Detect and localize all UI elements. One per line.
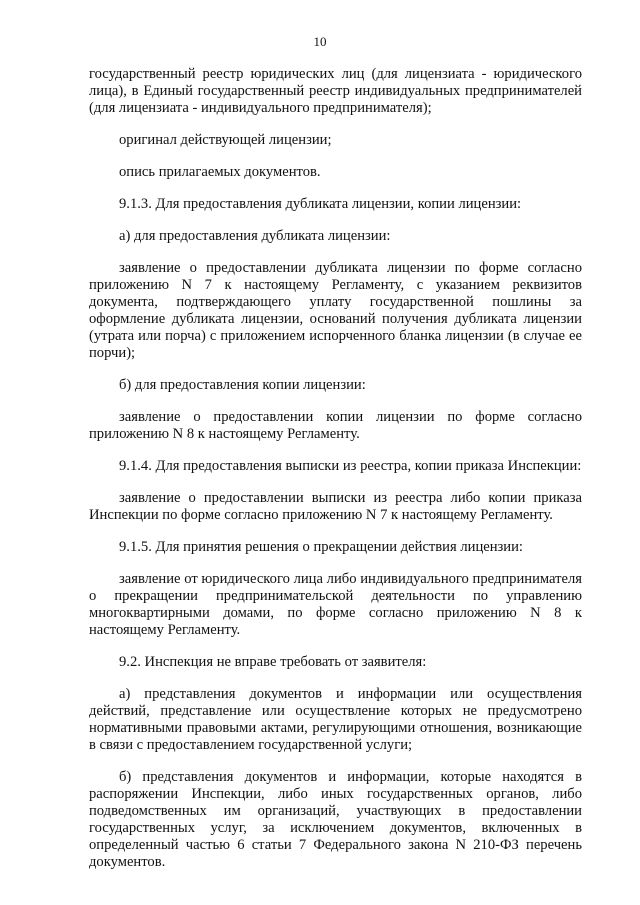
paragraph: б) для предоставления копии лицензии:	[119, 377, 366, 393]
paragraph-continuation: государственный реестр юридических лиц (для лицензиата - юридического лица), в Единый государственный реестр индивидуальных предпринимателей (для лицензиата - индивидуального предпринимателя);	[89, 66, 582, 116]
paragraph: заявление о предоставлении выписки из реестра либо копии приказа Инспекции по форме согласно приложению N 7 к настоящему Регламенту.	[89, 490, 582, 523]
paragraph: заявление о предоставлении копии лицензии по форме согласно приложению N 8 к настоящему Регламенту.	[89, 409, 582, 442]
paragraph: а) для предоставления дубликата лицензии:	[119, 228, 391, 244]
paragraph: оригинал действующей лицензии;	[119, 132, 332, 148]
document-body	[89, 66, 582, 871]
paragraph: заявление о предоставлении дубликата лицензии по форме согласно приложению N 7 к настоящему Регламенту, с указанием реквизитов документа, подтверждающего уплату государственной пошлины за оформление дубликата лицензии, оснований получения дубликата лицензии (утрата или порча) с приложением испорченного бланка лицензии (в случае ее порчи);	[89, 260, 582, 361]
paragraph: заявление от юридического лица либо индивидуального предпринимателя о прекращении предпринимательской деятельности по управлению многоквартирными домами, по форме согласно приложению N 8 к настоящему Регламенту.	[89, 571, 582, 638]
section-heading: 9.1.4. Для предоставления выписки из реестра, копии приказа Инспекции:	[119, 458, 582, 474]
section-heading: 9.1.3. Для предоставления дубликата лицензии, копии лицензии:	[119, 196, 522, 212]
paragraph: б) представления документов и информации, которые находятся в распоряжении Инспекции, либо иных государственных органов, либо подведомственных им организаций, участвующих в предоставлении государственных услуг, за исключением документов, включенных в определенный частью 6 статьи 7 Федерального закона N 210-ФЗ перечень документов.	[89, 769, 582, 870]
section-heading: 9.2. Инспекция не вправе требовать от заявителя:	[119, 654, 427, 670]
page-number: 10	[313, 34, 327, 49]
paragraph: опись прилагаемых документов.	[119, 164, 321, 180]
paragraph: а) представления документов и информации или осуществления действий, представление или осуществление которых не предусмотрено нормативными правовыми актами, регулирующими отношения, возникающие в связи с предоставлением государственной услуги;	[89, 686, 582, 753]
section-heading: 9.1.5. Для принятия решения о прекращении действия лицензии:	[119, 539, 523, 555]
